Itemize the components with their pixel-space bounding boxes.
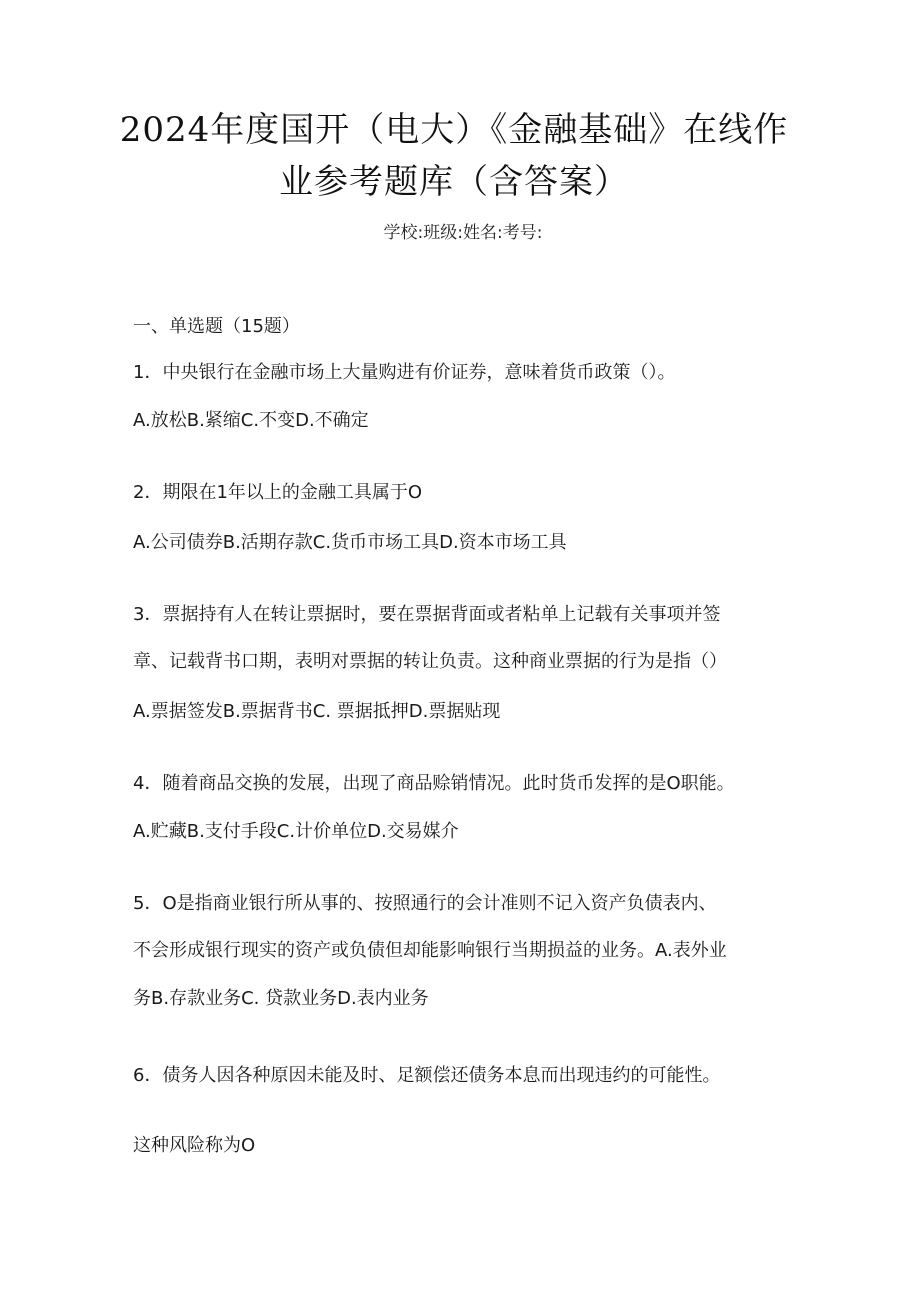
question-6-text-line-2: 这种风险称为O <box>133 1135 256 1156</box>
document-title-line-1: 2024年度国开（电大）《金融基础》在线作 <box>119 110 789 150</box>
question-2-text: 2．期限在1年以上的金融工具属于O <box>133 482 423 503</box>
question-5-text-line-2: 不会形成银行现实的资产或负债但却能影响银行当期损益的业务。A.表外业 <box>133 940 727 961</box>
student-info-line: 学校:班级:姓名:考号: <box>383 223 543 243</box>
question-2-options: A.公司债券B.活期存款C.货币市场工具D.资本市场工具 <box>133 532 567 553</box>
question-1-options: A.放松B.紧缩C.不变D.不确定 <box>133 410 369 431</box>
question-4-text: 4．随着商品交换的发展，出现了商品赊销情况。此时货币发挥的是O职能。 <box>133 773 735 794</box>
section-heading: 一、单选题（15题） <box>133 316 300 337</box>
document-title-line-2: 业参考题库（含答案） <box>279 162 629 202</box>
question-1-text: 1．中央银行在金融市场上大量购进有价证券，意味着货币政策（）。 <box>133 362 676 383</box>
question-5-text-line-3: 务B.存款业务C. 贷款业务D.表内业务 <box>133 988 429 1009</box>
question-6-text-line-1: 6．债务人因各种原因未能及时、足额偿还债务本息而出现违约的可能性。 <box>133 1065 721 1086</box>
question-3-text-line-2: 章、记载背书口期，表明对票据的转让负责。这种商业票据的行为是指（） <box>133 651 727 672</box>
question-3-options: A.票据签发B.票据背书C. 票据抵押D.票据贴现 <box>133 701 501 722</box>
question-3-text-line-1: 3．票据持有人在转让票据时，要在票据背面或者粘单上记载有关事项并签 <box>133 604 721 625</box>
question-5-text-line-1: 5．O是指商业银行所从事的、按照通行的会计准则不记入资产负债表内、 <box>133 893 717 914</box>
question-4-options: A.贮藏B.支付手段C.计价单位D.交易媒介 <box>133 821 459 842</box>
